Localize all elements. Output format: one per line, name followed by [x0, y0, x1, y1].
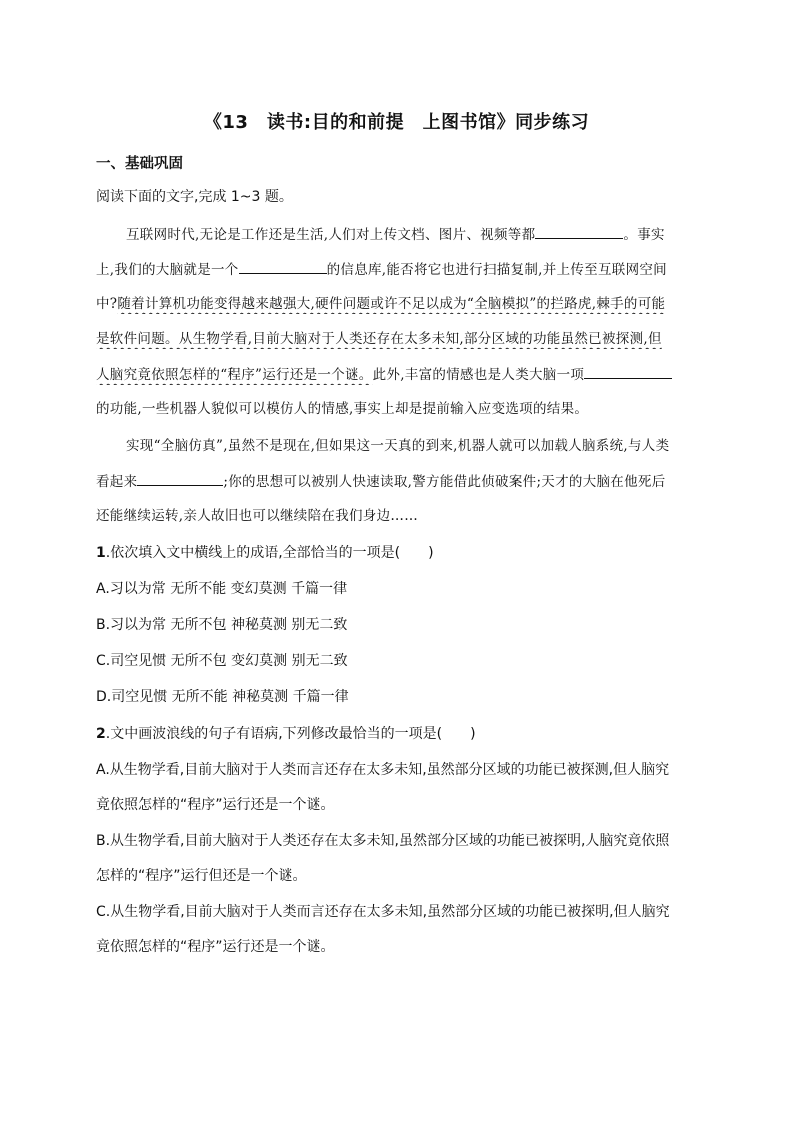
passage-line: [96, 294, 700, 314]
question-2-option-b-line-1: B.从生物学看,目前大脑对于人类还存在太多未知,虽然部分区域的功能已被探明,人脑究竟依照: [96, 833, 670, 849]
passage-line: 实现“全脑仿真”,虽然不是现在,但如果这一天真的到来,机器人就可以加载人脑系统,与人类: [126, 438, 670, 454]
question-1-option-d: D.司空见惯 无所不能 神秘莫测 千篇一律: [96, 689, 349, 705]
page-title: 《13 读书:目的和前提 上图书馆》同步练习: [203, 112, 590, 133]
question-number: 1: [96, 545, 106, 561]
passage-line: 还能继续运转,亲人故旧也可以继续陪在我们身边……: [96, 508, 418, 524]
passage-text: 中?: [96, 296, 118, 312]
question-stem-text: .依次填入文中横线上的成语,全部恰当的一项是( ): [105, 545, 434, 561]
question-2-option-b-line-2: 怎样的“程序”运行但还是一个谜。: [96, 868, 307, 884]
question-stem-text: .文中画波浪线的句子有语病,下列修改最恰当的一项是( ): [105, 726, 476, 742]
section-heading: 一、基础巩固: [96, 156, 183, 172]
passage-line: 的功能,一些机器人貌似可以模仿人的情感,事实上却是提前输入应变选项的结果。: [96, 401, 589, 417]
fill-blank-4: [137, 471, 223, 486]
wavy-underlined-sentence: 随着计算机功能变得越来越强大,硬件问题或许不足以成为“全脑模拟”的拦路虎,棘手的可能: [117, 296, 666, 312]
passage-text: 此外,丰富的情感也是人类大脑一项: [372, 367, 585, 383]
passage-line: [96, 259, 700, 280]
passage-line: [96, 329, 700, 349]
question-1-option-a: A.习以为常 无所不能 变幻莫测 千篇一律: [96, 581, 348, 597]
wavy-underlined-sentence: 是软件问题。从生物学看,目前大脑对于人类还存在太多未知,部分区域的功能虽然已被探测,但: [96, 331, 662, 347]
question-2-stem: [96, 724, 700, 744]
passage-text: 看起来: [96, 474, 138, 490]
fill-blank-2: [239, 259, 327, 274]
passage-text: 的信息库,能否将它也进行扫描复制,并上传至互联网空间: [326, 262, 667, 278]
passage-text: ;你的思想可以被别人快速读取,警方能借此侦破案件;天才的大脑在他死后: [223, 474, 666, 490]
passage-text: 上,我们的大脑就是一个: [96, 262, 239, 278]
question-2-option-c-line-1: C.从生物学看,目前大脑对于人类而言还存在太多未知,虽然部分区域的功能已被探明,但人脑究: [96, 904, 670, 920]
fill-blank-3: [584, 364, 672, 379]
passage-line: [96, 471, 700, 492]
question-2-option-a-line-2: 竟依照怎样的“程序”运行还是一个谜。: [96, 797, 335, 813]
wavy-underlined-sentence: 人脑究竟依照怎样的“程序”运行还是一个谜。: [96, 367, 373, 383]
fill-blank-1: [535, 224, 623, 239]
passage-text: 。事实: [623, 227, 665, 243]
question-1-stem: [96, 543, 700, 563]
question-2-option-c-line-2: 竟依照怎样的“程序”运行还是一个谜。: [96, 939, 335, 955]
question-1-option-c: C.司空见惯 无所不包 变幻莫测 别无二致: [96, 653, 348, 669]
passage-line: [96, 364, 700, 385]
question-2-option-a-line-1: A.从生物学看,目前大脑对于人类而言还存在太多未知,虽然部分区域的功能已被探测,但人脑究: [96, 762, 670, 778]
passage-text: 互联网时代,无论是工作还是生活,人们对上传文档、图片、视频等都: [126, 227, 536, 243]
question-1-option-b: B.习以为常 无所不包 神秘莫测 别无二致: [96, 617, 348, 633]
passage-line: [126, 224, 700, 245]
question-number: 2: [96, 726, 106, 742]
instruction-text: 阅读下面的文字,完成 1~3 题。: [96, 189, 293, 205]
